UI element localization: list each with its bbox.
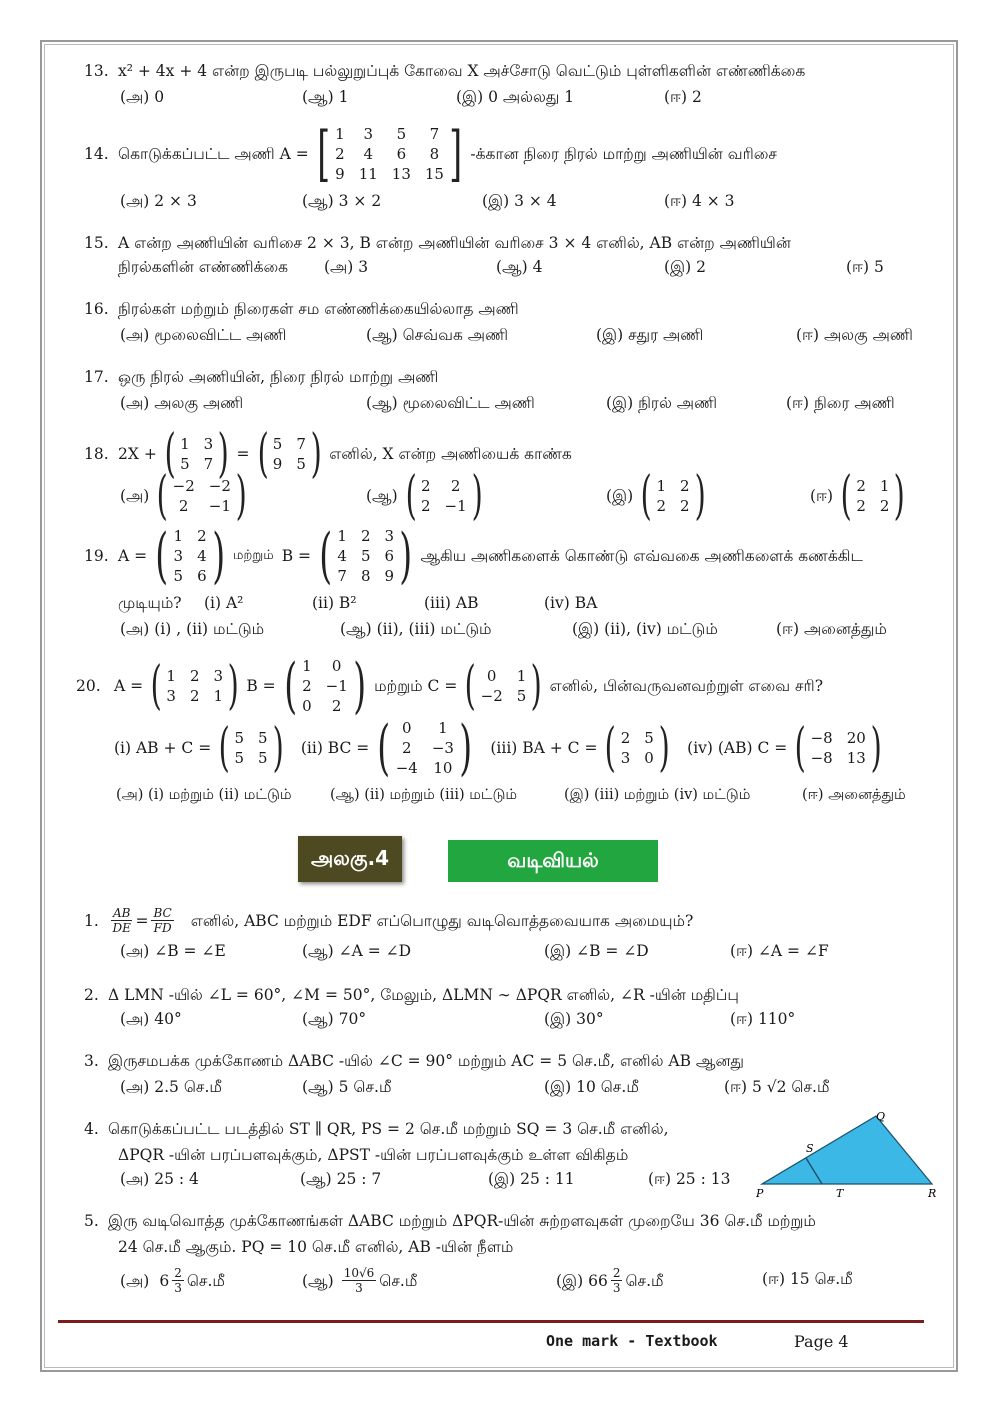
q13-option-c: (இ) 0 அல்லது 1 — [456, 88, 575, 106]
triangle-pqr-shape — [762, 1116, 932, 1184]
question-17: 17. ஒரு நிரல் அணியின், நிரை நிரல் மாற்று அணி — [84, 368, 439, 386]
q15-option-d: (ஈ) 5 — [846, 258, 884, 276]
unit-title-badge: வடிவியல் — [448, 840, 658, 882]
q19-item-iv: (iv) BA — [544, 594, 598, 612]
question-18: 18. 2X + ( 1 3 5 7 ) = ( 5 7 9 5 ) எனில், X என்ற அணியைக் காண்க — [84, 424, 572, 484]
g4-option-d: (ஈ) 25 : 13 — [648, 1170, 731, 1188]
q14-option-d: (ஈ) 4 × 3 — [664, 192, 735, 210]
q18-option-c: (இ) ( 1 2 2 2 ) — [606, 466, 706, 526]
unit-label-badge: அலகு.4 — [298, 836, 402, 882]
q15-option-c: (இ) 2 — [664, 258, 706, 276]
q14-option-b: (ஆ) 3 × 2 — [302, 192, 382, 210]
q20-option-b: (ஆ) (ii) மற்றும் (iii) மட்டும் — [330, 787, 518, 803]
q16-option-a: (அ) மூலைவிட்ட அணி — [120, 326, 287, 344]
question-20: 20. A = ( 1 2 3 3 2 1 ) B = ( 1 0 2 −1 0 2 ) மற்றும் C = ( 0 1 −2 5 ) எனில், பின்வருவனவற்றுள் எவை சரி? — [76, 651, 824, 721]
question-16: 16. நிரல்கள் மற்றும் நிரைகள் சம எண்ணிக்கையில்லாத அணி — [84, 300, 519, 318]
q19-item-i: (i) A² — [204, 594, 244, 612]
g3-option-a: (அ) 2.5 செ.மீ — [120, 1078, 222, 1096]
q13-option-a: (அ) 0 — [120, 88, 165, 106]
geometry-question-1: 1. $\frac{AB}{DE}$ = $\frac{BC}{FD}$ எனில், ABC மற்றும் EDF எப்பொழுது வடிவொத்தவையாக அமையும்? — [84, 906, 694, 935]
q20-option-d: (ஈ) அனைத்தும் — [802, 787, 906, 803]
q17-option-a: (அ) அலகு அணி — [120, 394, 244, 412]
g5-line2: 24 செ.மீ ஆகும். PQ = 10 செ.மீ எனில், AB -யின் நீளம் — [118, 1238, 514, 1256]
g3-option-b: (ஆ) 5 செ.மீ — [302, 1078, 392, 1096]
triangle-figure — [750, 1104, 950, 1204]
q17-option-b: (ஆ) மூலைவிட்ட அணி — [366, 394, 535, 412]
q17-option-c: (இ) நிரல் அணி — [606, 394, 718, 412]
g2-option-c: (இ) 30° — [544, 1010, 604, 1028]
question-15: 15. A என்ற அணியின் வரிசை 2 × 3, B என்ற அணியின் வரிசை 3 × 4 எனில், AB என்ற அணியின் — [84, 234, 791, 252]
g5-option-c: (இ) 66 $\frac{2}{3}$ செ.மீ — [556, 1266, 664, 1295]
q19-matrix-b: ( 1 2 3 4 5 6 7 8 9 ) — [319, 521, 413, 591]
g5-option-b: (ஆ) $\frac{10√6}{3}$ செ.மீ — [302, 1266, 418, 1295]
g4-line2: ΔPQR -யின் பரப்பளவுக்கும், ΔPST -யின் பரப்பளவுக்கும் உள்ள விகிதம் — [118, 1146, 629, 1164]
g4-option-c: (இ) 25 : 11 — [488, 1170, 575, 1188]
g5-option-a: (அ) 6 $\frac{2}{3}$ செ.மீ — [120, 1266, 225, 1295]
g2-option-a: (அ) 40° — [120, 1010, 182, 1028]
geometry-question-2: 2. Δ LMN -யில் ∠L = 60°, ∠M = 50°, மேலும், ΔLMN ∼ ΔPQR எனில், ∠R -யின் மதிப்பு — [84, 986, 739, 1004]
q14-matrix-cells: 1 3 5 7 2 4 6 8 9 11 13 15 — [335, 125, 444, 183]
q16-option-c: (இ) சதுர அணி — [596, 326, 704, 344]
q20-statements: (i) AB + C = ( 5 5 5 5 ) (ii) BC = ( 0 1 2 −3 −4 10 ) (iii) BA + C = ( 2 5 3 0 ) (iv) (AB) C = ( −8 20 −8 13 ) — [114, 713, 882, 783]
g1-option-c: (இ) ∠B = ∠D — [544, 942, 649, 960]
q16-option-d: (ஈ) அலகு அணி — [796, 326, 913, 344]
g1-option-b: (ஆ) ∠A = ∠D — [302, 942, 412, 960]
q19-option-d: (ஈ) அனைத்தும் — [776, 620, 887, 638]
geometry-question-5: 5. இரு வடிவொத்த முக்கோணங்கள் ΔABC மற்றும் ΔPQR-யின் சுற்றளவுகள் முறையே 36 செ.மீ மற்றும் — [84, 1212, 816, 1230]
q18-option-a: (அ) ( −2 −2 2 −1 ) — [120, 466, 247, 526]
q15-option-b: (ஆ) 4 — [496, 258, 543, 276]
q19-option-c: (இ) (ii), (iv) மட்டும் — [572, 620, 718, 638]
q18-matrix-1: ( 1 3 5 7 ) — [164, 424, 229, 484]
q14-option-c: (இ) 3 × 4 — [482, 192, 557, 210]
geometry-question-3: 3. இருசமபக்க முக்கோணம் ΔABC -யில் ∠C = 90° மற்றும் AC = 5 செ.மீ, எனில் AB ஆனது — [84, 1052, 744, 1070]
q19-option-b: (ஆ) (ii), (iii) மட்டும் — [340, 620, 492, 638]
geometry-question-4: 4. கொடுக்கப்பட்ட படத்தில் ST ∥ QR, PS = 2 செ.மீ மற்றும் SQ = 3 செ.மீ எனில், — [84, 1120, 669, 1138]
q17-option-d: (ஈ) நிரை அணி — [786, 394, 895, 412]
page-number: Page 4 — [794, 1332, 849, 1351]
g1-option-d: (ஈ) ∠A = ∠F — [730, 942, 829, 960]
q20-option-a: (அ) (i) மற்றும் (ii) மட்டும் — [116, 787, 292, 803]
g5-option-d: (ஈ) 15 செ.மீ — [762, 1270, 853, 1288]
q13-option-d: (ஈ) 2 — [664, 88, 702, 106]
q13-stem: x² + 4x + 4 என்ற இருபடி பல்லுறுப்புக் கோவை X அச்சோடு வெட்டும் புள்ளிகளின் எண்ணிக்கை — [118, 62, 806, 80]
q19-item-iii: (iii) AB — [424, 594, 479, 612]
q19-item-ii: (ii) B² — [312, 594, 357, 612]
q18-matrix-2: ( 5 7 9 5 ) — [257, 424, 322, 484]
label-s: S — [806, 1142, 814, 1155]
q18-option-b: (ஆ) ( 2 2 2 −1 ) — [366, 466, 483, 526]
q14-option-a: (அ) 2 × 3 — [120, 192, 197, 210]
q20-option-c: (இ) (iii) மற்றும் (iv) மட்டும் — [564, 787, 751, 803]
q19-line2-lead: முடியும்? — [118, 594, 182, 612]
q19-option-a: (அ) (i) , (ii) மட்டும் — [120, 620, 265, 638]
label-q: Q — [876, 1110, 886, 1123]
g1-option-a: (அ) ∠B = ∠E — [120, 942, 226, 960]
g4-option-b: (ஆ) 25 : 7 — [300, 1170, 382, 1188]
g3-option-d: (ஈ) 5 √2 செ.மீ — [724, 1078, 830, 1096]
q13-option-b: (ஆ) 1 — [302, 88, 349, 106]
g4-option-a: (அ) 25 : 4 — [120, 1170, 199, 1188]
g2-option-b: (ஆ) 70° — [302, 1010, 367, 1028]
q14-matrix: [ 1 3 5 7 2 4 6 8 9 11 13 15 ] — [317, 119, 463, 189]
q19-matrix-a: ( 1 2 3 4 5 6 ) — [155, 521, 225, 591]
q15-option-a: (அ) 3 — [324, 258, 369, 276]
g3-option-c: (இ) 10 செ.மீ — [544, 1078, 639, 1096]
footer-label: One mark - Textbook — [546, 1332, 718, 1350]
q16-option-b: (ஆ) செவ்வக அணி — [366, 326, 509, 344]
question-14: 14. கொடுக்கப்பட்ட அணி A = [ 1 3 5 7 2 4 6 8 9 11 13 15 ] -க்கான நிரை நிரல் மாற்று அணியின் வரிசை — [84, 119, 777, 189]
question-19: 19. A = ( 1 2 3 4 5 6 ) மற்றும் B = ( 1 2 3 4 5 6 7 8 9 ) ஆகிய அணிகளைக் கொண்டு எவ்வகை அணிகளைக் கணக்கிட — [84, 521, 863, 591]
label-t: T — [836, 1187, 844, 1200]
q18-option-d: (ஈ) ( 2 1 2 2 ) — [810, 466, 906, 526]
footer-rule — [58, 1320, 924, 1323]
q15-line2: நிரல்களின் எண்ணிக்கை — [118, 258, 289, 276]
label-r: R — [928, 1187, 937, 1200]
g2-option-d: (ஈ) 110° — [730, 1010, 796, 1028]
question-13: 13. x² + 4x + 4 என்ற இருபடி பல்லுறுப்புக் கோவை X அச்சோடு வெட்டும் புள்ளிகளின் எண்ணிக்கை — [84, 62, 806, 80]
label-p: P — [756, 1187, 764, 1200]
